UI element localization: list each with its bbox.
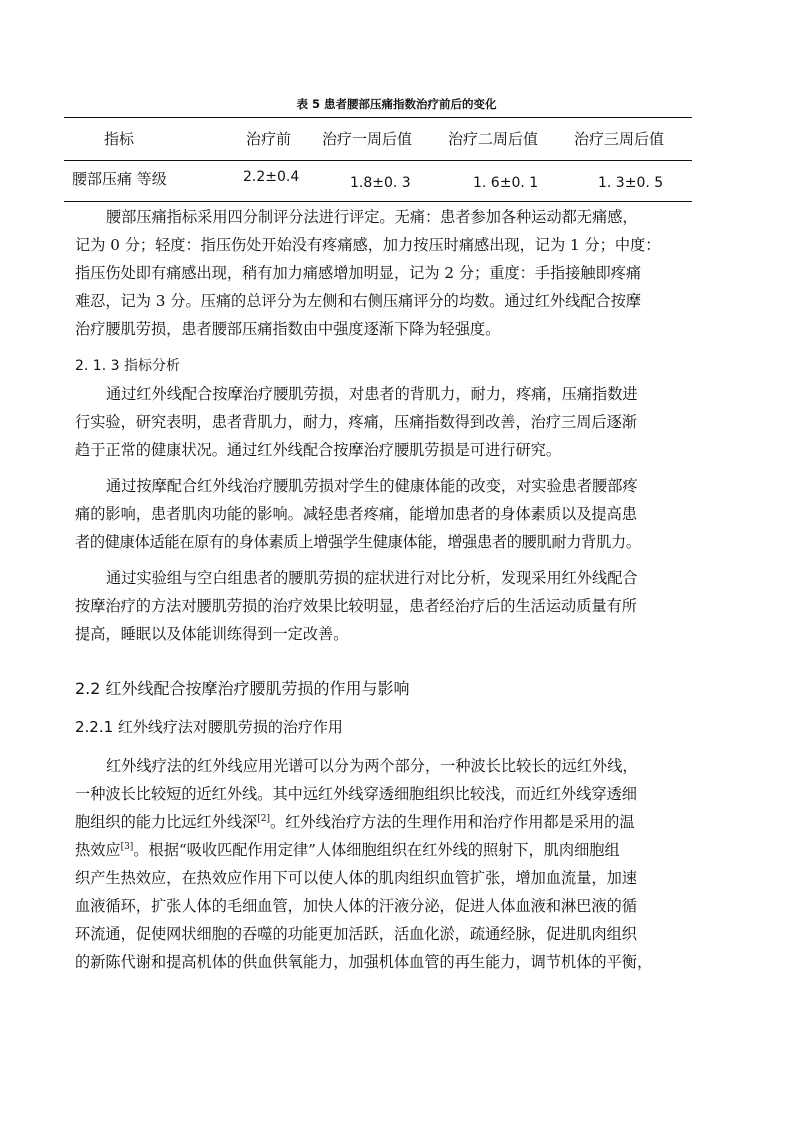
text-line: 通过实验组与空白组患者的腰肌劳损的症状进行对比分析，发现采用红外线配合 [106, 569, 638, 587]
table-header-week1: 治疗一周后值 [322, 130, 413, 148]
table-cell-week3: 1. 3±0. 5 [598, 175, 664, 191]
paragraph-analysis-1 [75, 380, 693, 464]
text-line [75, 836, 693, 864]
text-line: 一种波长比较短的近红外线。其中远红外线穿透细胞组织比较浅，而近红外线穿透细 [75, 785, 637, 803]
text-line: 行实验，研究表明，患者背肌力，耐力，疼痛，压痛指数得到改善，治疗三周后逐渐 [75, 413, 637, 431]
section-heading-2-1-3: 2. 1. 3 指标分析 [75, 358, 180, 374]
text-line: 通过按摩配合红外线治疗腰肌劳损对学生的健康体能的改变，对实验患者腰部疼 [106, 477, 638, 495]
text-line: 趋于正常的健康状况。通过红外线配合按摩治疗腰肌劳损是可进行研究。 [75, 441, 561, 459]
text-line: 提高，睡眠以及体能训练得到一定改善。 [75, 625, 349, 643]
table-cell-before: 2.2±0.4 [243, 169, 300, 185]
text-line: 环流通，促使网状细胞的吞噬的功能更加活跃，活血化淤，疏通经脉，促进肌肉组织 [75, 925, 637, 943]
table-header-before: 治疗前 [246, 130, 292, 148]
paragraph-analysis-3 [75, 564, 693, 648]
table-bottom-rule [64, 201, 692, 202]
text-segment: 热效应 [75, 841, 121, 859]
text-line: 织产生热效应，在热效应作用下可以使人体的肌肉组织血管扩张，增加血流量，加速 [75, 869, 637, 887]
citation-ref-3: [3] [120, 841, 134, 852]
text-segment: 。根据“吸收匹配作用定律”人体细胞组织在红外线的照射下，肌肉细胞组 [133, 841, 620, 859]
section-heading-2-2-1: 2.2.1 红外线疗法对腰肌劳损的治疗作用 [75, 718, 343, 736]
table-cell-week1: 1.8±0. 3 [350, 175, 411, 191]
text-line [75, 808, 693, 836]
table-header-week2: 治疗二周后值 [448, 130, 539, 148]
table-caption: 表 5 患者腰部压痛指数治疗前后的变化 [296, 97, 497, 111]
text-line: 治疗腰肌劳损，患者腰部压痛指数由中强度逐渐下降为轻强度。 [75, 320, 501, 338]
table-header-rule [64, 160, 692, 161]
text-line: 通过红外线配合按摩治疗腰肌劳损，对患者的背肌力，耐力，疼痛，压痛指数进 [106, 385, 638, 403]
citation-ref-2: [2] [257, 813, 270, 824]
text-line: 指压伤处即有痛感出现，稍有加力痛感增加明显，记为 2 分；重度：手指接触即疼痛 [75, 264, 642, 282]
text-segment: 胞组织的能力比远红外线深 [75, 813, 258, 831]
text-line: 红外线疗法的红外线应用光谱可以分为两个部分，一种波长比较长的远红外线， [106, 757, 638, 775]
text-line: 的新陈代谢和提高机体的供血供氧能力，加强机体血管的再生能力，调节机体的平衡， [75, 953, 653, 971]
table-top-rule [64, 117, 692, 118]
table-cell-week2: 1. 6±0. 1 [473, 175, 539, 191]
text-line: 腰部压痛指标采用四分制评分法进行评定。无痛：患者参加各种运动都无痛感， [106, 208, 638, 226]
text-line: 记为 0 分；轻度：指压伤处开始没有疼痛感，加力按压时痛感出现，记为 1 分；中度： [75, 236, 661, 254]
paragraph-tenderness-scoring [75, 203, 693, 343]
text-line: 痛的影响，患者肌肉功能的影响。减轻患者疼痛，能增加患者的身体素质以及提高患 [75, 505, 637, 523]
table-header-indicator: 指标 [104, 130, 135, 148]
text-line: 难忍，记为 3 分。压痛的总评分为左侧和右侧压痛评分的均数。通过红外线配合按摩 [75, 292, 642, 310]
paragraph-analysis-2 [75, 472, 693, 556]
text-line: 者的健康体适能在原有的身体素质上增强学生健康体能，增强患者的腰肌耐力背肌力。 [75, 533, 641, 551]
text-line: 血液循环，扩张人体的毛细血管，加快人体的汗液分泌，促进人体血液和淋巴液的循 [75, 897, 637, 915]
text-line: 按摩治疗的方法对腰肌劳损的治疗效果比较明显，患者经治疗后的生活运动质量有所 [75, 597, 637, 615]
table-header-week3: 治疗三周后值 [574, 130, 665, 148]
paragraph-infrared-therapy [75, 752, 693, 976]
section-heading-2-2: 2.2 红外线配合按摩治疗腰肌劳损的作用与影响 [75, 679, 410, 698]
text-segment: 。红外线治疗方法的生理作用和治疗作用都是采用的温 [270, 813, 635, 831]
table-cell-indicator: 腰部压痛 等级 [72, 170, 167, 188]
